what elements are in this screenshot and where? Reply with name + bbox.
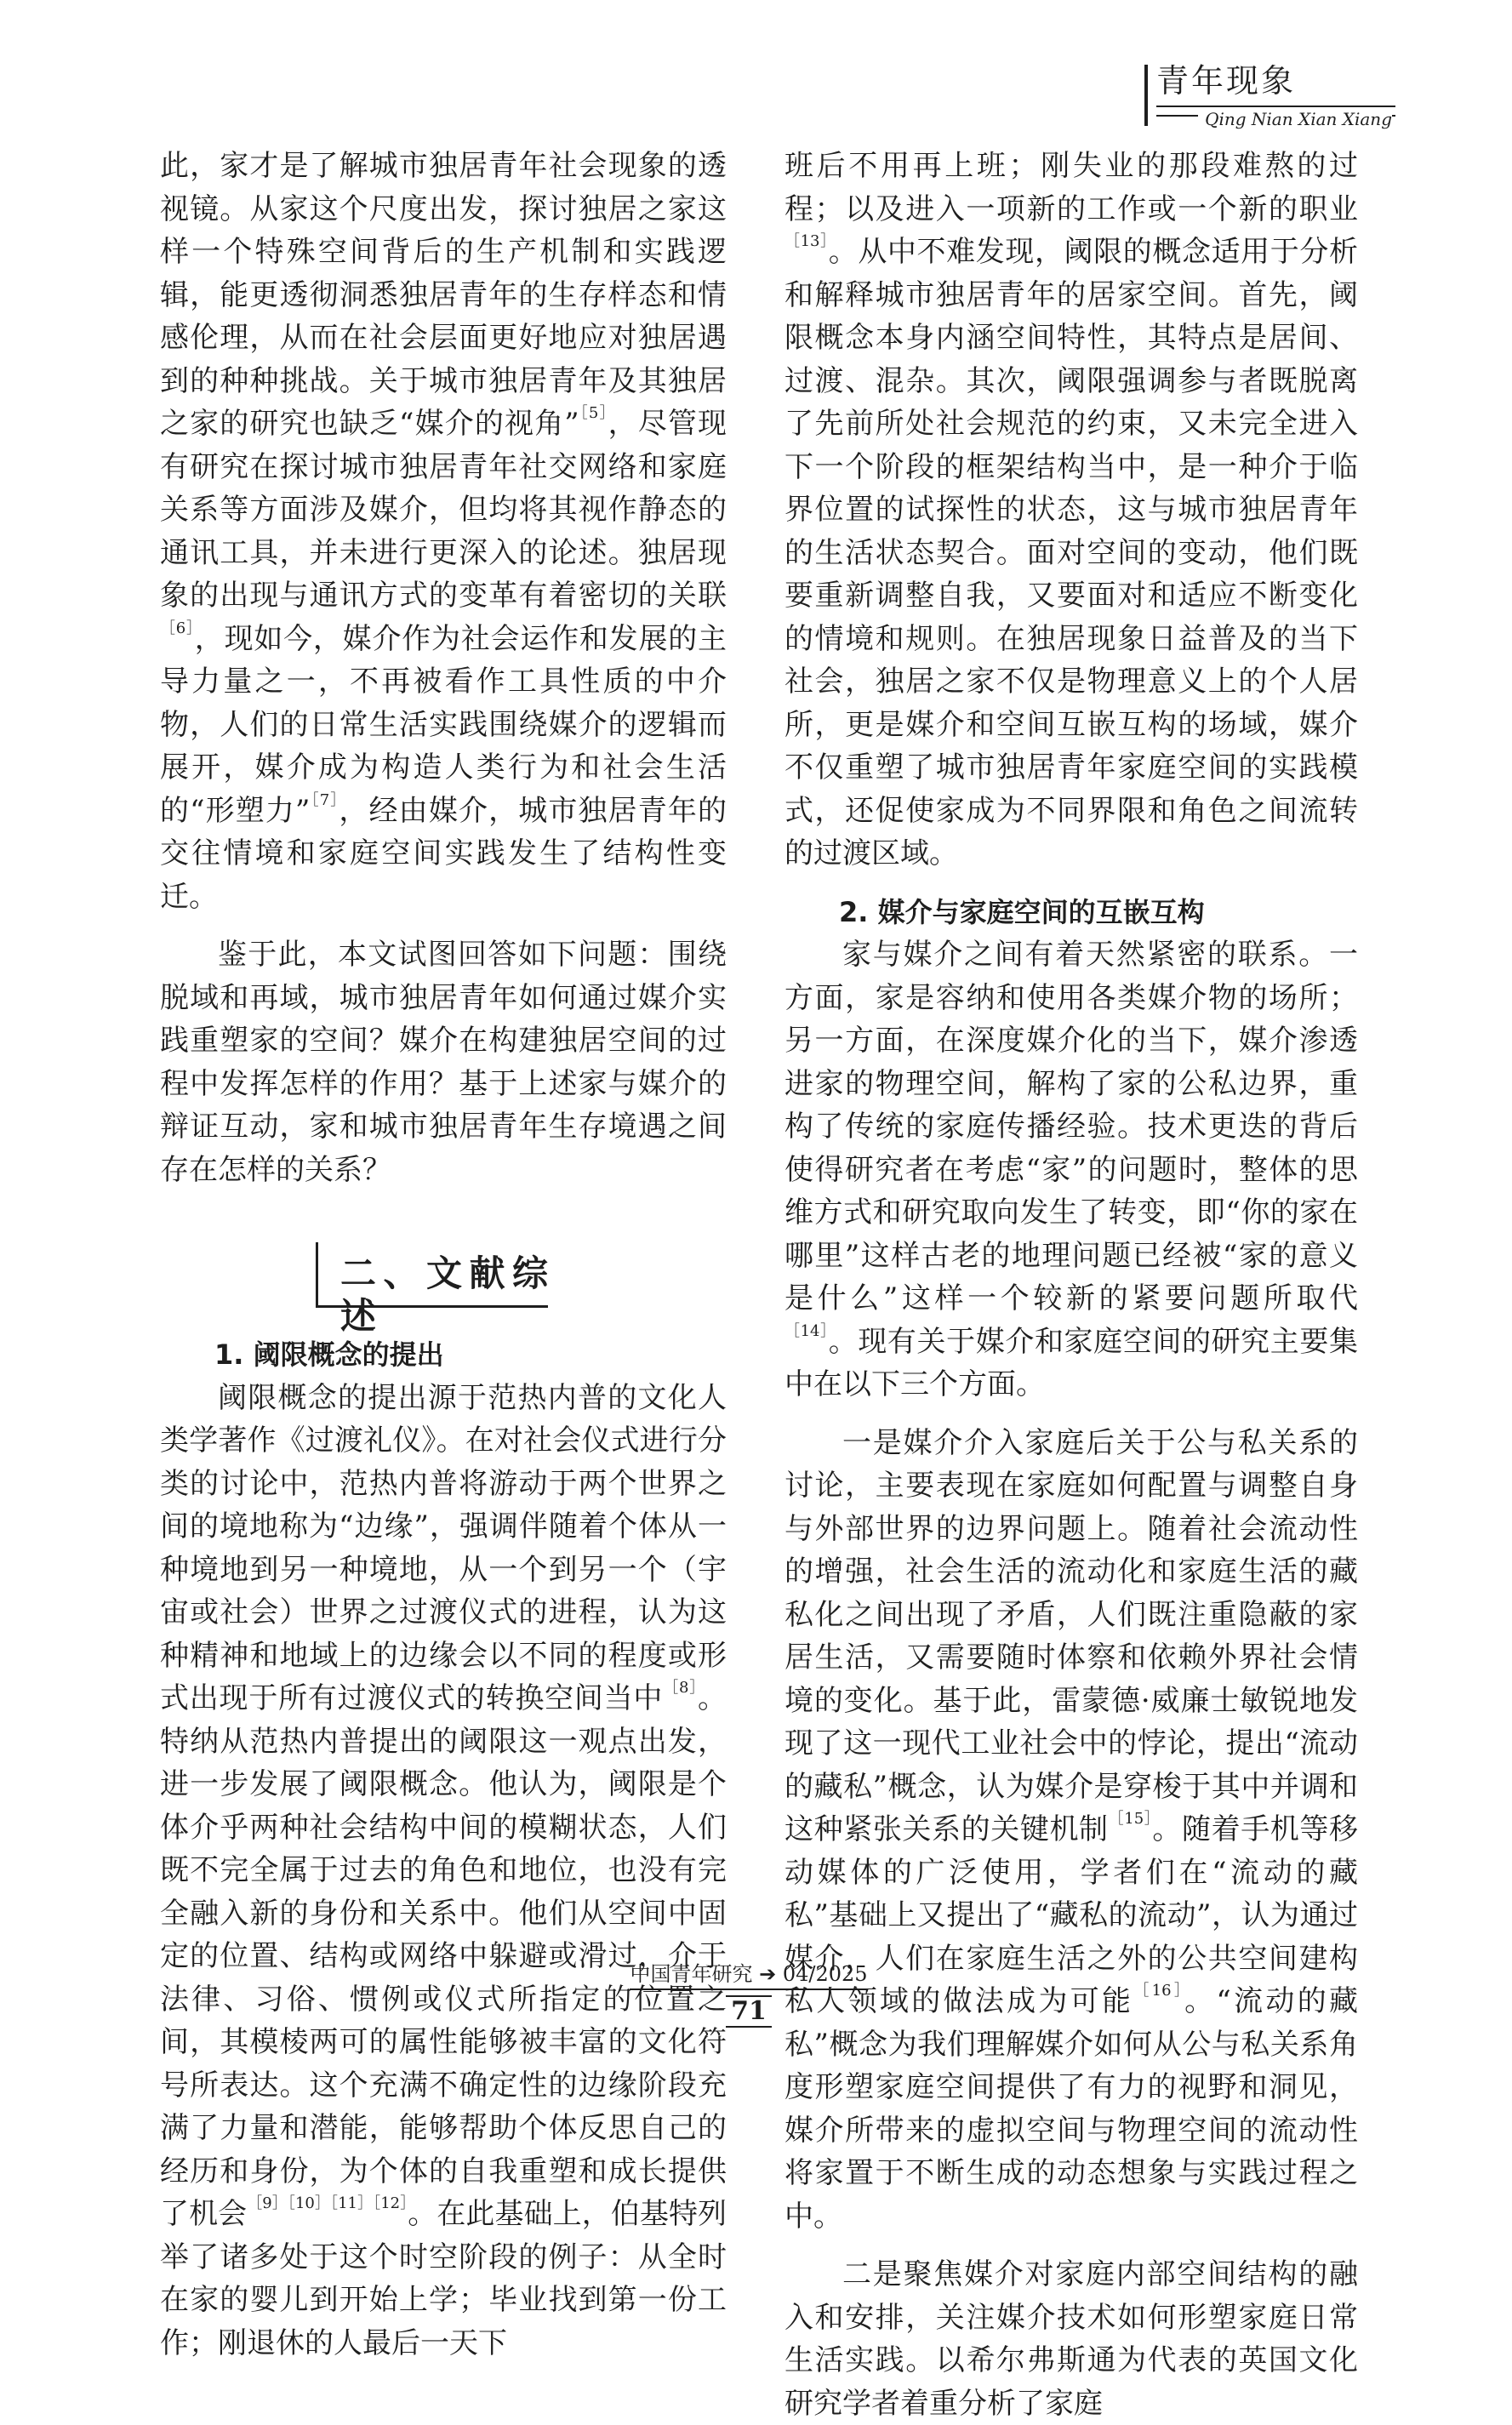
page-footer [630, 1961, 868, 2038]
paragraph: 一是媒介介入家庭后关于公与私关系的讨论，主要表现在家庭如何配置与调整自身与外部世界的边界问题上。随着社会流动性的增强，社会生活的流动化和家庭生活的藏私化之间出现了矛盾，人们既注重隐蔽的家居生活，又需要随时体察和依赖外界社会情境的变化。基于此，雷蒙德·威廉士敏锐地发现了这一现代工业社会中的悖论，提出“流动的藏私”概念，认为媒介是穿梭于其中并调和这种紧张关系的关键机制$^{[15]}$。随着手机等移动媒体的广泛使用，学者们在“流动的藏私”基础上又提出了“藏私的流动”，认为通过媒介，人们在家庭生活之外的公共空间建构私人领域的做法成为可能$^{[16]}$。“流动的藏私”概念为我们理解媒介如何从公与私关系角度形塑家庭空间提供了有力的视野和洞见，媒介所带来的虚拟空间与物理空间的流动性将家置于不断生成的动态想象与实践过程之中。 [785, 1425, 1359, 2234]
header-bar [1144, 65, 1148, 126]
running-header [1144, 58, 1395, 129]
paragraph: 鉴于此，本文试图回答如下问题：围绕脱域和再域，城市独居青年如何通过媒介实践重塑家的空间？媒介在构建独居空间的过程中发挥怎样的作用？基于上述家与媒介的辩证互动，家和城市独居青年生存境遇之间存在怎样的关系？ [160, 938, 727, 1187]
section-heading-text: 二、文献综述 [340, 1252, 548, 1337]
citation-ref: ［16］ [1133, 1982, 1185, 2000]
citation-ref: ［7］ [310, 790, 339, 809]
citation-ref: ［5］ [579, 404, 608, 422]
citation-ref: ［13］ [785, 232, 829, 250]
subheading: 1. 阈限概念的提出 [214, 1338, 444, 1371]
paragraph: 二是聚焦媒介对家庭内部空间结构的融入和安排，关注媒介技术如何形塑家庭日常生活实践。以希尔弗斯通为代表的英国文化研究学者着重分析了家庭 [785, 2257, 1358, 2421]
citation-ref: ［6］ [160, 619, 195, 637]
subheading: 2. 媒介与家庭空间的互嵌互构 [839, 895, 1205, 928]
footer-journal: 中国青年研究 ➔ 04/2025 [630, 1961, 868, 1990]
paragraph: 此，家才是了解城市独居青年社会现象的透视镜。从家这个尺度出发，探讨独居之家这样一个特殊空间背后的生产机制和实践逻辑，能更透彻洞悉独居青年的生存样态和情感伦理，从而在社会层面更好地应对独居遇到的种种挑战。关于城市独居青年及其独居之家的研究也缺乏“媒介的视角”$^{[5]}$，尽管现有研究在探讨城市独居青年社交网络和家庭关系等方面涉及媒介，但均将其视作静态的通讯工具，并未进行更深入的论述。独居现象的出现与通讯方式的变革有着密切的关联$^{[6]}$，现如今，媒介作为社会运作和发展的主导力量之一，不再被看作工具性质的中介物，人们的日常生活实践围绕媒介的逻辑而展开，媒介成为构造人类行为和社会生活的“形塑力”$^{[7]}$，经由媒介，城市独居青年的交往情境和家庭空间实践发生了结构性变迁。 [160, 149, 727, 914]
citation-ref: ［14］ [785, 1321, 829, 1340]
header-title: 青年现象 [1156, 62, 1297, 100]
paragraph: 家与媒介之间有着天然紧密的联系。一方面，家是容纳和使用各类媒介物的场所；另一方面，在深度媒介化的当下，媒介渗透进家的物理空间，解构了家的公私边界，重构了传统的家庭传播经验。技术更迭的背后使得研究者在考虑“家”的问题时，整体的思维方式和研究取向发生了转变，即“你的家在哪里”这样古老的地理问题已经被“家的意义是什么”这样一个较新的紧要问题所取代$^{[14]}$。现有关于媒介和家庭空间的研究主要集中在以下三个方面。 [785, 938, 1358, 1401]
paragraph: 班后不用再上班；刚失业的那段难熬的过程；以及进入一项新的工作或一个新的职业$^{[13]}$。从中不难发现，阈限的概念适用于分析和解释城市独居青年的居家空间。首先，阈限概念本身内涵空间特性，其特点是居间、过渡、混杂。其次，阈限强调参与者既脱离了先前所处社会规范的约束，又未完全进入下一个阶段的框架结构当中，是一种介于临界位置的试探性的状态，这与城市独居青年的生活状态契合。面对空间的变动，他们既要重新调整自我，又要面对和适应不断变化的情境和规则。在独居现象日益普及的当下社会，独居之家不仅是物理意义上的个人居所，更是媒介和空间互嵌互构的场域，媒介不仅重塑了城市独居青年家庭空间的实践模式，还促使家成为不同界限和角色之间流转的过渡区域。 [785, 149, 1358, 870]
right-column [785, 145, 1358, 2425]
citation-ref: ［9］［10］［11］［12］ [247, 2194, 408, 2212]
page-number: 71 [726, 1995, 772, 2028]
section-heading [316, 1242, 548, 1337]
citation-ref: ［15］ [1108, 1810, 1153, 1828]
paragraph: 阈限概念的提出源于范热内普的文化人类学著作《过渡礼仪》。在对社会仪式进行分类的讨论中，范热内普将游动于两个世界之间的境地称为“边缘”，强调伴随着个体从一种境地到另一种境地，从一个到另一个（宇宙或社会）世界之过渡仪式的进程，认为这种精神和地域上的边缘会以不同的程度或形式出现于所有过渡仪式的转换空间当中$^{[8]}$。特纳从范热内普提出的阈限这一观点出发，进一步发展了阈限概念。他认为，阈限是个体介乎两种社会结构中间的模糊状态，人们既不完全属于过去的角色和地位，也没有完全融入新的身份和关系中。他们从空间中固定的位置、结构或网络中躲避或滑过，介于法律、习俗、惯例或仪式所指定的位置之间，其模棱两可的属性能够被丰富的文化符号所表达。这个充满不确定性的边缘阶段充满了力量和潜能，能够帮助个体反思自己的经历和身份，为个体的自我重塑和成长提供了机会$^{[9][10][11][12]}$。在此基础上，伯基特列举了诸多处于这个时空阶段的例子：从全时在家的婴儿到开始上学；毕业找到第一份工作；刚退休的人最后一天下 [160, 1380, 727, 2360]
citation-ref: ［8］ [663, 1679, 699, 1697]
header-pinyin: Qing Nian Xian Xiang [1198, 109, 1392, 129]
